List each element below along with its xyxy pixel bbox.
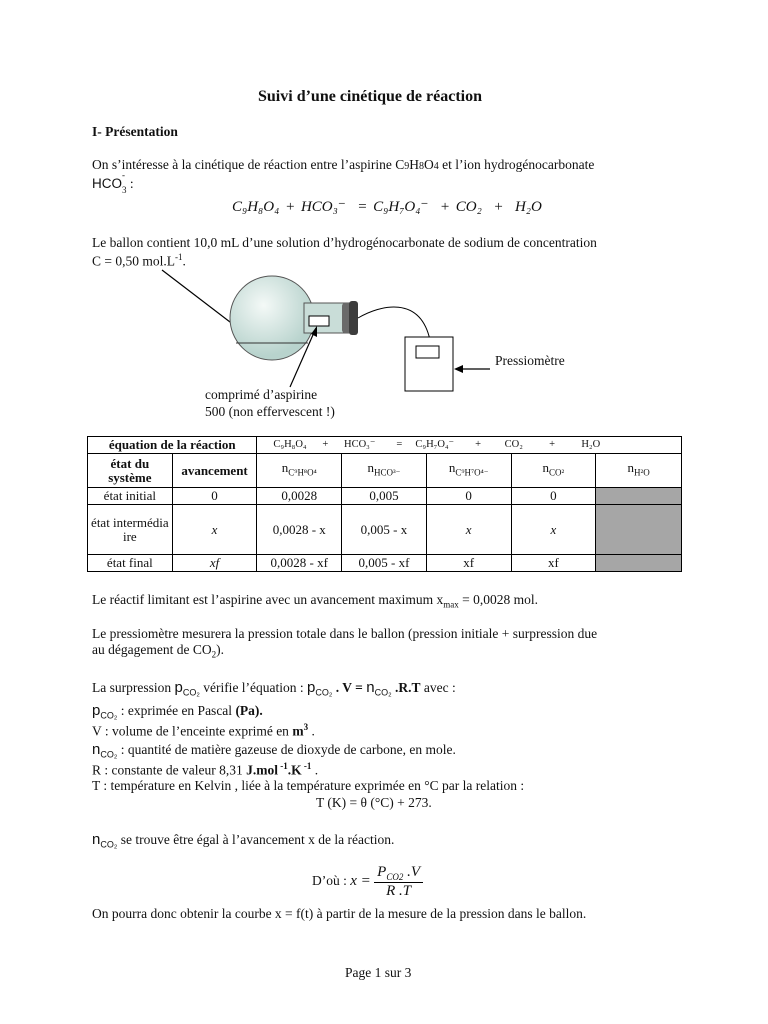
limitant-line: Le réactif limitant est l’aspirine avec un avancement maximum $x_{max} = 0,0028$ mol. — [92, 592, 538, 610]
equation-species: C₉H₈O₄ + HCO₃⁻ = C₉H₇O₄⁻ + CO₂ + H₂O — [257, 437, 682, 454]
def-v: V : volume de l’enceinte exprimé en $m^3$ . — [92, 722, 315, 739]
cell: 0 — [172, 488, 257, 505]
ballon-line-2: C = 0,50 $mol.L^{-1}$. — [92, 252, 186, 269]
cell: x — [426, 505, 511, 555]
cell: 0,005 - xf — [342, 555, 427, 572]
pressiometre-label: Pressiomètre — [495, 353, 565, 368]
equation-header: équation de la réaction — [88, 437, 257, 454]
advancement-table — [87, 436, 682, 572]
etat-intermediaire: état intermédiaire — [88, 505, 173, 555]
cell: 0,005 — [342, 488, 427, 505]
etat-final: état final — [88, 555, 173, 572]
def-t: T : température en Kelvin , liée à la température exprimée en °C par la relation : — [92, 778, 525, 793]
def-n: $n_{CO_2}$ : quantité de matière gazeuse de dioxyde de carbone, en mole. — [92, 741, 456, 760]
def-t-formula: T (K) = θ (°C) + 273. — [316, 795, 432, 810]
table-row — [88, 555, 682, 572]
cell: 0,0028 - xf — [257, 555, 342, 572]
grey-cell — [596, 488, 682, 505]
def-p: $p_{CO_2}$ : exprimée en Pascal (Pa). — [92, 702, 263, 721]
cell: xf — [426, 555, 511, 572]
ballon-line-1: Le ballon contient 10,0 mL d’une solution d’hydrogénocarbonate de sodium de concentration — [92, 235, 597, 250]
cell: 0,005 - x — [342, 505, 427, 555]
hco3-ion: $HCO_3$ - : — [92, 170, 134, 195]
comprime-label-2: 500 (non effervescent !) — [205, 404, 335, 419]
table-subheader-row — [88, 454, 682, 488]
flask — [230, 276, 314, 360]
col-etat: état du système — [88, 454, 173, 488]
intro-line: On s’intéresse à la cinétique de réaction entre l’aspirine C9H8O4 et l’ion hydrogénocarbonate — [92, 157, 595, 172]
page-footer: Page 1 sur 3 — [345, 965, 412, 980]
section-heading: I- Présentation — [92, 124, 178, 139]
cell: x — [172, 505, 257, 555]
pressiometre-box — [405, 337, 453, 391]
cell: 0 — [511, 488, 596, 505]
cell: xf — [511, 555, 596, 572]
def-r: R : constante de valeur 8,31 J.mol $^{-1}$.K $^{-1}$ . — [92, 761, 319, 778]
aspirin-tablet — [309, 316, 329, 326]
grey-cell — [596, 555, 682, 572]
n-h2o: $n_{H^2O}$ — [596, 454, 682, 488]
comprime-label-1: comprimé d’aspirine — [205, 387, 318, 402]
n-co2: $n_{CO^2}$ — [511, 454, 596, 488]
table-row — [88, 505, 682, 555]
surpression-line: La surpression $p_{CO_2}$ vérifie l’équation : $p_{CO_2}$ . $V = n_{CO_2}$ .R.T avec : — [92, 679, 456, 698]
col-avancement: avancement — [172, 454, 257, 488]
dou-formula: D’où : x = $\frac{P_{CO2} .V}{R .T}$ — [312, 864, 423, 900]
cell: 0,0028 — [257, 488, 342, 505]
etat-initial: état initial — [88, 488, 173, 505]
n-c9h7o4: $n_{C^9H^7O^{4-}}$ — [426, 454, 511, 488]
courbe-line: On pourra donc obtenir la courbe x = f(t) à partir de la mesure de la pression dans le ballon. — [92, 906, 587, 921]
n-c9h8o4: $n_{C^9H^8O^4}$ — [257, 454, 342, 488]
table-header-row — [88, 437, 682, 454]
pressio-line-2: au dégagement de $CO_2$). — [92, 642, 224, 660]
cell: x — [511, 505, 596, 555]
table-row — [88, 488, 682, 505]
grey-cell — [596, 505, 682, 555]
pressio-line-1: Le pressiomètre mesurera la pression totale dans le ballon (pression initiale + surpression due — [92, 626, 598, 641]
tube — [358, 307, 430, 340]
cell: 0,0028 - x — [257, 505, 342, 555]
reaction-equation: C₉H₈O₄ + HCO₃⁻ = C₉H₇O₄⁻ + CO₂ + H₂O — [232, 199, 542, 215]
fraction: $\frac{P_{CO2} .V}{R .T}$ — [374, 864, 423, 900]
cell: xf — [172, 555, 257, 572]
cell: 0 — [426, 488, 511, 505]
n-equal-line: $n_{CO_2}$ se trouve être égal à l’avancement x de la réaction. — [92, 831, 395, 850]
page-title: Suivi d’une cinétique de réaction — [258, 88, 483, 105]
n-hco3: $n_{HCO^{3-}}$ — [342, 454, 427, 488]
